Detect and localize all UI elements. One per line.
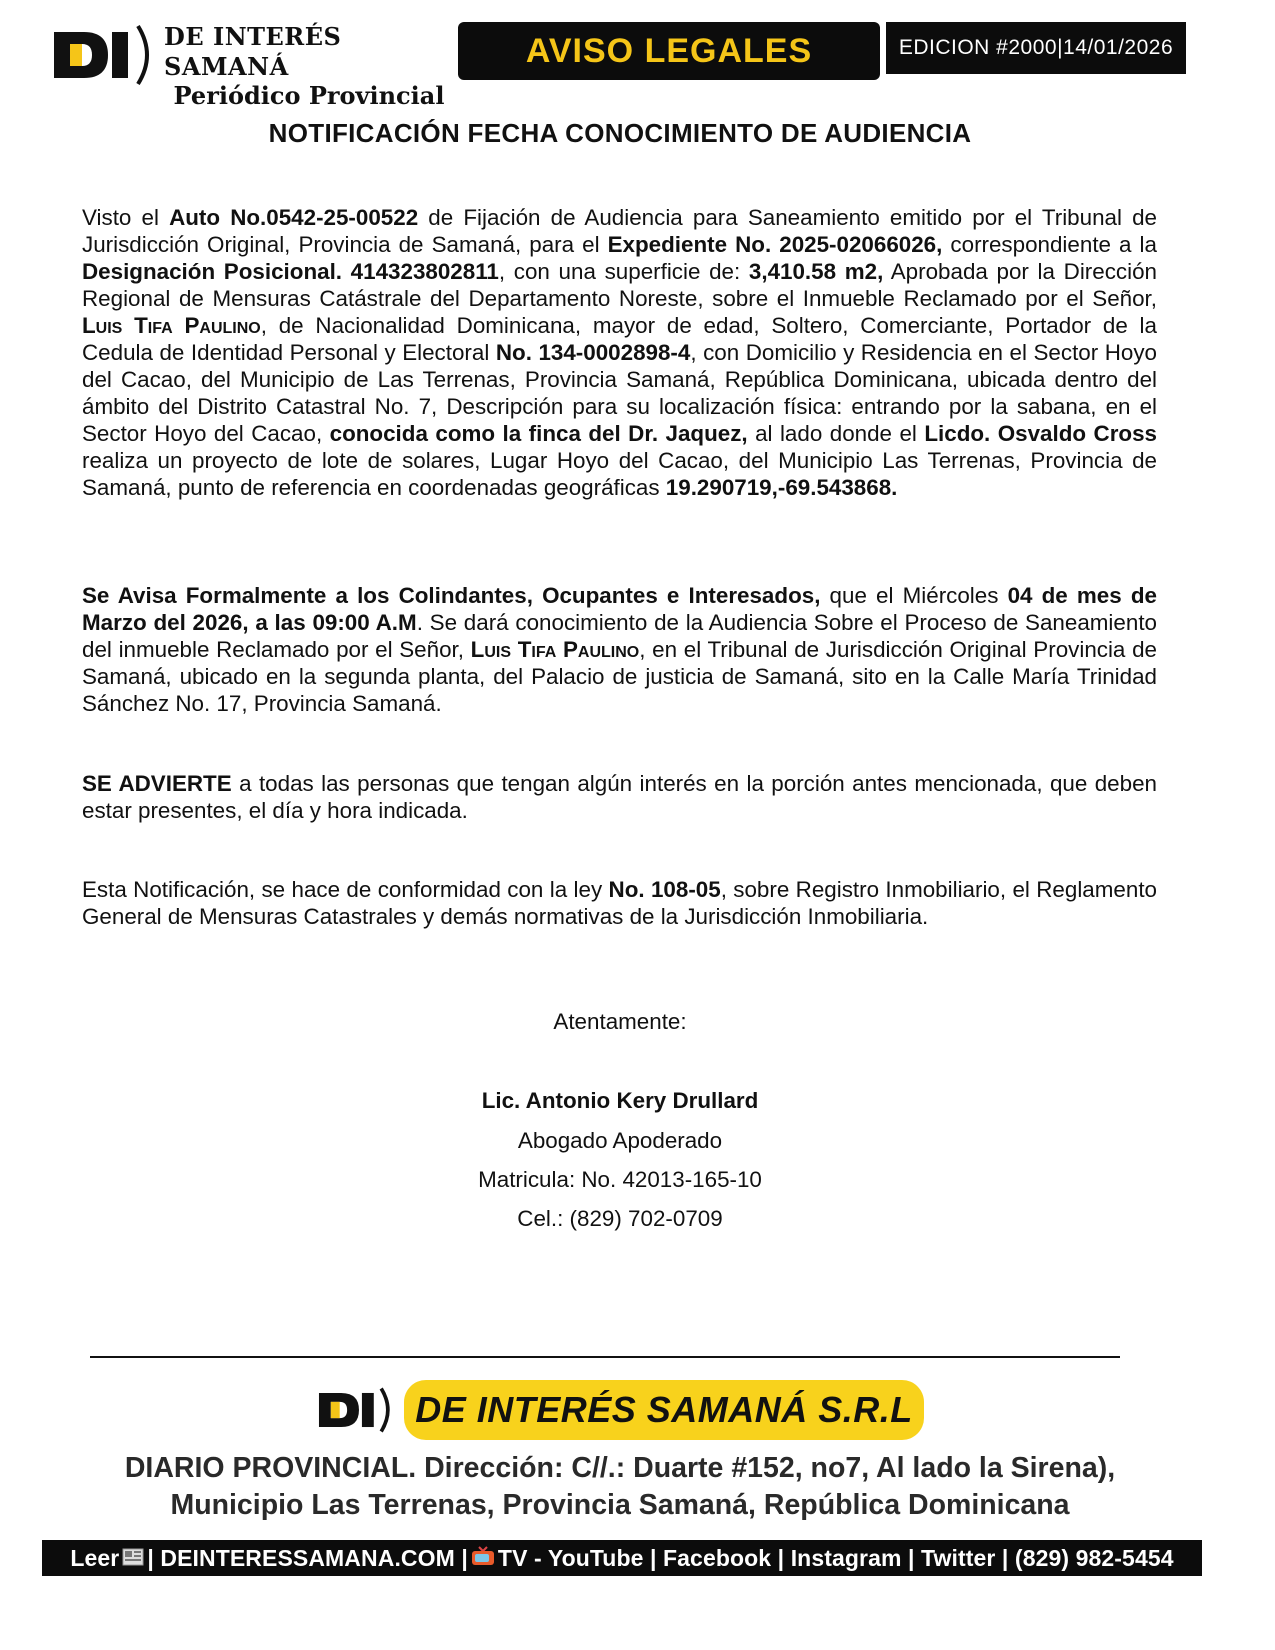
section-banner: AVISO LEGALES bbox=[458, 22, 880, 80]
tv-icon bbox=[471, 1545, 495, 1572]
contact-bar bbox=[42, 1540, 1202, 1576]
signatory-matricula: Matricula: No. 42013-165-10 bbox=[478, 1167, 762, 1192]
signatory-name: Lic. Antonio Kery Drullard bbox=[481, 1088, 759, 1113]
brand-name bbox=[164, 22, 454, 110]
address-line2: Municipio Las Terrenas, Provincia Samaná, República Dominicana bbox=[170, 1489, 1070, 1521]
social-links[interactable]: TV - YouTube | Facebook | Instagram | Twitter | (829) 982-5454 bbox=[497, 1544, 1174, 1571]
footer-brand bbox=[316, 1380, 936, 1442]
footer-divider bbox=[90, 1356, 1120, 1358]
newspaper-icon bbox=[122, 1545, 144, 1572]
edition-label: EDICION #2000|14/01/2026 bbox=[886, 22, 1186, 74]
notice-title: NOTIFICACIÓN FECHA CONOCIMIENTO DE AUDIENCIA bbox=[268, 118, 972, 148]
signatory-phone: Cel.: (829) 702-0709 bbox=[517, 1206, 723, 1231]
claimant-name: Luis Tifa Paulino bbox=[82, 313, 261, 338]
masthead bbox=[44, 18, 1194, 110]
di-logo-icon bbox=[50, 24, 158, 86]
di-logo-icon bbox=[316, 1386, 396, 1439]
brand-line1: DE INTERÉS SAMANÁ bbox=[164, 22, 342, 81]
paragraph-auto: Visto el Auto No.0542-25-00522 de Fijación de Audiencia para Saneamiento emitido por el Tribunal de Jurisdicción Original, Provincia de Samaná, para el Expediente No. 2025-02066026, correspondiente a la Designación Posicional. 414323802811, con una superficie de: 3,410.58 m2, Aprobada por la Dirección Regional de Mensuras Catástrale del Departamento Noreste, sobre el Inmueble Reclamado por el Señor, Luis Tifa Paulino, de Nacionalidad Dominicana, mayor de edad, Soltero, Comerciante, Portador de la Cedula de Identidad Personal y Electoral No. 134-0002898-4, con Domicilio y Residencia en el Sector Hoyo del Cacao, del Municipio de Las Terrenas, Provincia Samaná, República Dominicana, ubicada dentro del ámbito del Distrito Catastral No. 7, Descripción para su localización física: entrando por la sabana, en el Sector Hoyo del Cacao, conocida como la finca del Dr. Jaquez, al lado donde el Licdo. Osvaldo Cross realiza un proyecto de lote de solares, Lugar Hoyo del Cacao, del Municipio Las Terrenas, Provincia de Samaná, punto de referencia en coordenadas geográficas 19.290719,-69.543868. bbox=[82, 205, 1157, 500]
paragraph-ley: Esta Notificación, se hace de conformidad con la ley No. 108-05, sobre Registro Inmobiliario, el Reglamento General de Mensuras Catastrales y demás normativas de la Jurisdicción Inmobiliaria. bbox=[82, 877, 1157, 929]
brand-line2: Periódico Provincial bbox=[173, 81, 445, 110]
leer-label: Leer bbox=[70, 1544, 120, 1571]
address-line1: DIARIO PROVINCIAL. Dirección: C//.: Duarte #152, no7, Al lado la Sirena), bbox=[124, 1452, 1116, 1484]
paragraph-advierte: SE ADVIERTE a todas las personas que tengan algún interés en la porción antes mencionada, que deben estar presentes, el día y hora indicada. bbox=[82, 771, 1157, 823]
signatory-role: Abogado Apoderado bbox=[517, 1128, 723, 1153]
closing-salutation: Atentamente: bbox=[553, 1009, 687, 1034]
claimant-name: Luis Tifa Paulino bbox=[470, 637, 640, 662]
company-name: DE INTERÉS SAMANÁ S.R.L bbox=[404, 1380, 924, 1440]
paragraph-aviso: Se Avisa Formalmente a los Colindantes, Ocupantes e Interesados, que el Miércoles 04 de mes de Marzo del 2026, a las 09:00 A.M. Se dará conocimiento de la Audiencia Sobre el Proceso de Saneamiento del inmueble Reclamado por el Señor, Luis Tifa Paulino, en el Tribunal de Jurisdicción Original Provincia de Samaná, ubicado en la segunda planta, del Palacio de justicia de Samaná, sito en la Calle María Trinidad Sánchez No. 17, Provincia Samaná. bbox=[82, 583, 1157, 716]
website-link[interactable]: | DEINTERESSAMANA.COM | bbox=[147, 1544, 468, 1571]
